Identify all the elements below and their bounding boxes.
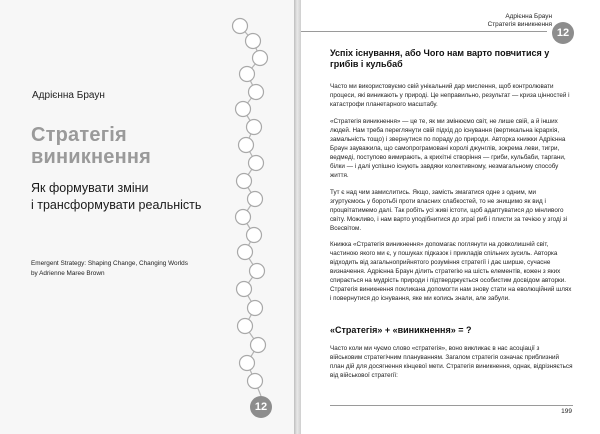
chain-node	[248, 301, 263, 316]
original-title: Emergent Strategy: Shaping Change, Changing Worlds	[31, 260, 188, 267]
right-page	[301, 0, 600, 434]
chapter-badge: 12	[250, 396, 272, 418]
chain-node	[236, 210, 251, 225]
chain-node	[238, 319, 253, 334]
subtitle-line: і трансформувати реальність	[31, 198, 202, 212]
chain-decoration	[210, 0, 290, 434]
chain-node	[249, 85, 264, 100]
section-title: Успіх існування, або Чого нам варто повчитися у грибів і кульбаб	[330, 48, 550, 69]
chain-node	[238, 245, 253, 260]
running-head	[488, 13, 552, 29]
chain-node	[239, 138, 254, 153]
page-number: 199	[561, 408, 572, 415]
footer-rule	[330, 405, 573, 406]
book-author: Адрієнна Браун	[32, 90, 105, 101]
chain-node	[248, 192, 263, 207]
chain-node	[248, 374, 263, 389]
subsection-title: «Стратегія» + «виникнення» = ?	[330, 325, 472, 335]
paragraph: Книжка «Стратегія виникнення» допомагає поглянути на довколишній світ, частиною якого ми є, у пошуках підказок і прикладів спільних зусиль. Авторка відходить від загальноприйнятого розуміння стратегії і дає ширше, сучасне визначення. Адрієнна Браун ділить стратегію на шість елементів, кожен з яких спирається на мудрість природи і підтверджується особистим досвідом авторки. Стратегія виникнення покликана допомогти нам знову стати на еволюційний шлях і повернутися до існування, яке ми колись знали, але забули.	[330, 241, 572, 302]
original-author: by Adrienne Maree Brown	[31, 270, 105, 277]
paragraph: Часто ми використовуємо свій унікальний дар мислення, щоб контролювати процеси, які виникають у природі. Це неправильно, результат — криза цінностей і катастрофи планетарного масштабу.	[330, 83, 570, 108]
book-title: Стратегія виникнення	[31, 124, 152, 168]
subtitle-line: Як формувати зміни	[31, 181, 149, 195]
paragraph: Часто коли ми чуємо слово «стратегія», воно викликає в нас асоціації з військовим стратегічним плануванням. Загалом стратегія означає приблизний план дій для досягнення кінцевої мети. Стратегія виникнення, однак, відрізняється від військової стратегії:	[330, 345, 573, 379]
chain-node	[240, 356, 255, 371]
chain-node	[247, 120, 262, 135]
chain-node	[233, 19, 248, 34]
chain-node	[246, 34, 261, 49]
chain-node	[251, 338, 266, 353]
book-gutter	[294, 0, 301, 434]
chain-node	[237, 282, 252, 297]
chain-node	[247, 228, 262, 243]
chain-node	[236, 102, 251, 117]
chapter-badge: 12	[552, 22, 574, 44]
running-head-title: Стратегія виникнення	[487, 21, 552, 28]
original-title-block	[31, 259, 231, 279]
header-rule	[301, 31, 547, 32]
left-page	[0, 0, 294, 434]
running-head-author: Адрієнна Браун	[505, 13, 552, 20]
chain-node	[240, 67, 255, 82]
paragraph: Тут є над чим замислитись. Якщо, замість змагатися одне з одним, ми згуртуємось у боротьбі проти власних слабкостей, то не знищимо як вид і процвітатимемо далі. Так робіть усі живі істоти, щоб адаптуватися до мінливого світу. Можливо, і нам варто уподібнитися до зграї риб і плисти за течією у згоді зі Всесвітом.	[330, 189, 568, 232]
chain-node	[237, 174, 252, 189]
paragraph: «Стратегія виникнення» — це те, як ми змінюємо світ, не лише свій, а й інших людей. Нам треба переглянути свій підхід до існування (вертикальна ієрархія, замальність тощо) і звернутися по пораду до природи. Авторка книжки Адрієнна Браун зауважила, що самопрограмовані королі джунглів, зокрема леви, тигри, ведмеді, поступово вимирають, а крихітні створіння — гриби, кульбаби, таргани, білки — і далі успішно існують завдяки колективному, незмагальному способу життя.	[330, 118, 566, 179]
chain-node	[253, 51, 268, 66]
chain-node	[250, 264, 265, 279]
chain-node	[249, 156, 264, 171]
